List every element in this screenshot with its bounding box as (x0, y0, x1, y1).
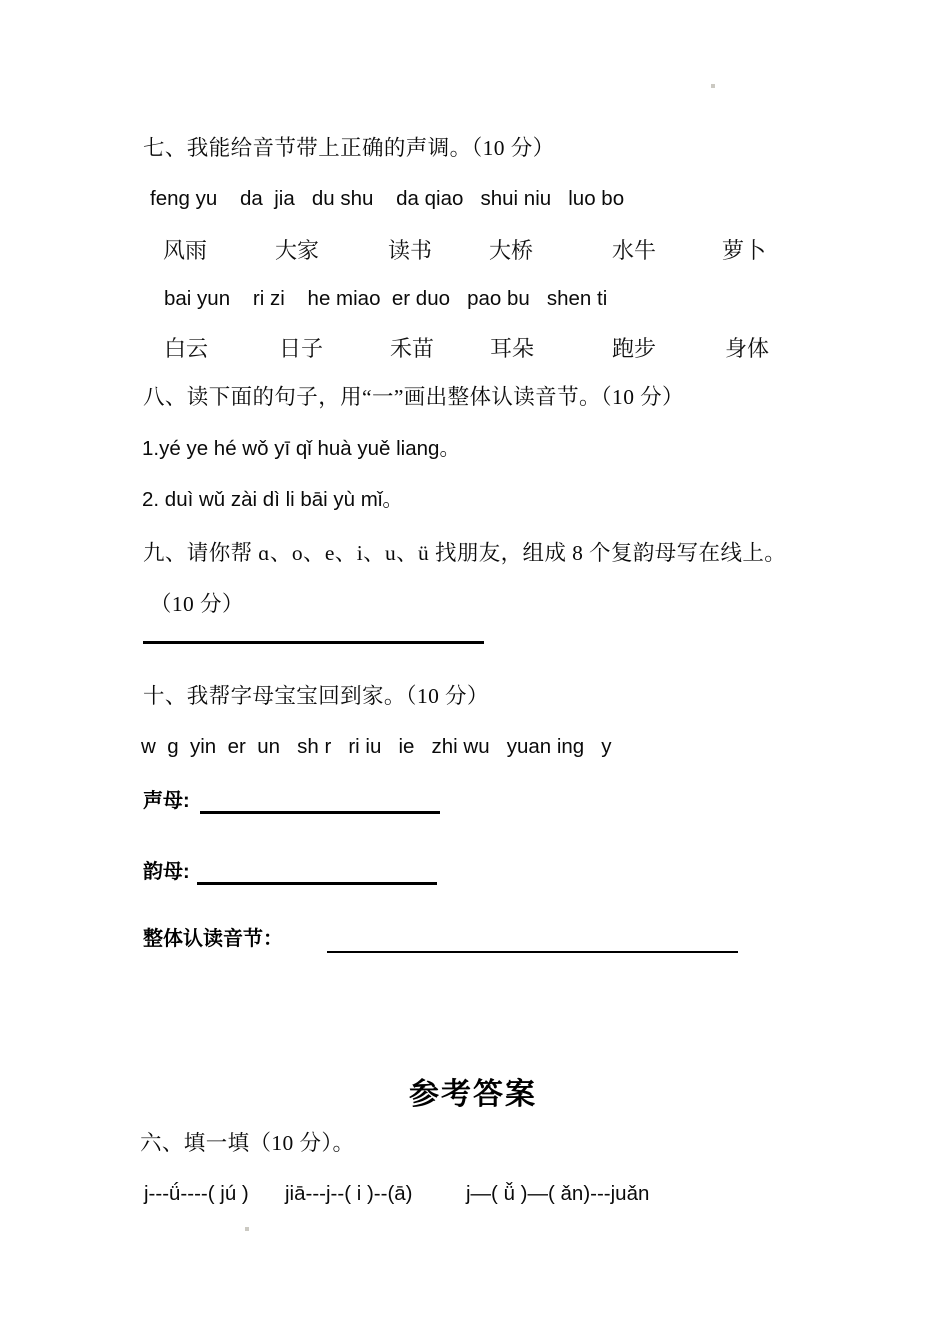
answer-item: jiā---j--( i )--(ā) (285, 1182, 413, 1205)
section-ten-letters-row: w g yin er un sh r ri iu ie zhi wu yuan ing y (141, 735, 612, 758)
field-blank-zhengti-renduyinjie[interactable] (327, 951, 738, 953)
word-item: 风雨 (163, 238, 208, 263)
section-seven-heading: 七、我能给音节带上正确的声调。（10 分） (143, 136, 555, 160)
word-item: 日子 (279, 336, 324, 361)
section-seven-pinyin-row-2: bai yun ri zi he miao er duo pao bu shen ti (164, 287, 608, 310)
word-item: 身体 (725, 336, 770, 361)
field-blank-yunmu[interactable] (197, 882, 437, 885)
answer-item: j—( ǚ )—( ǎn)---juǎn (466, 1182, 650, 1205)
word-item: 白云 (164, 336, 209, 361)
field-label-shengmu: 声母: (143, 790, 190, 812)
scan-artifact-top (711, 84, 715, 88)
answer-key-section-six-heading: 六、填一填（10 分）。 (140, 1131, 355, 1155)
section-nine-answer-blank[interactable] (143, 641, 484, 644)
word-item: 跑步 (612, 336, 657, 361)
section-eight-sentence-1[interactable]: 1.yé ye hé wǒ yī qǐ huà yuě liang。 (142, 437, 460, 460)
section-seven-pinyin-row-1: feng yu da jia du shu da qiao shui niu luo bo (150, 187, 625, 210)
section-eight-sentence-2[interactable]: 2. duì wǔ zài dì li bāi yù mǐ。 (142, 488, 403, 511)
section-nine-heading-line-1: 九、请你帮 ɑ、o、e、i、u、ü 找朋友，组成 8 个复韵母写在线上。 (143, 541, 787, 565)
field-label-zhengti-renduyinjie: 整体认读音节： (143, 928, 283, 950)
answer-key-title: 参考答案 (409, 1078, 537, 1111)
field-blank-shengmu[interactable] (200, 811, 440, 814)
word-item: 禾苗 (390, 336, 435, 361)
word-item: 萝卜 (722, 238, 767, 263)
field-label-yunmu: 韵母: (143, 861, 190, 883)
word-item: 大家 (275, 238, 320, 263)
answer-item: j---ǘ----( jú ) (144, 1182, 249, 1205)
word-item: 耳朵 (490, 336, 535, 361)
scan-artifact-bottom (245, 1227, 249, 1231)
word-item: 读书 (388, 238, 433, 263)
word-item: 水牛 (612, 238, 657, 263)
section-nine-heading-line-2: （10 分） (150, 592, 244, 616)
word-item: 大桥 (489, 238, 534, 263)
section-eight-heading: 八、读下面的句子，用“一”画出整体认读音节。（10 分） (143, 385, 684, 409)
section-ten-heading: 十、我帮字母宝宝回到家。（10 分） (143, 684, 489, 708)
